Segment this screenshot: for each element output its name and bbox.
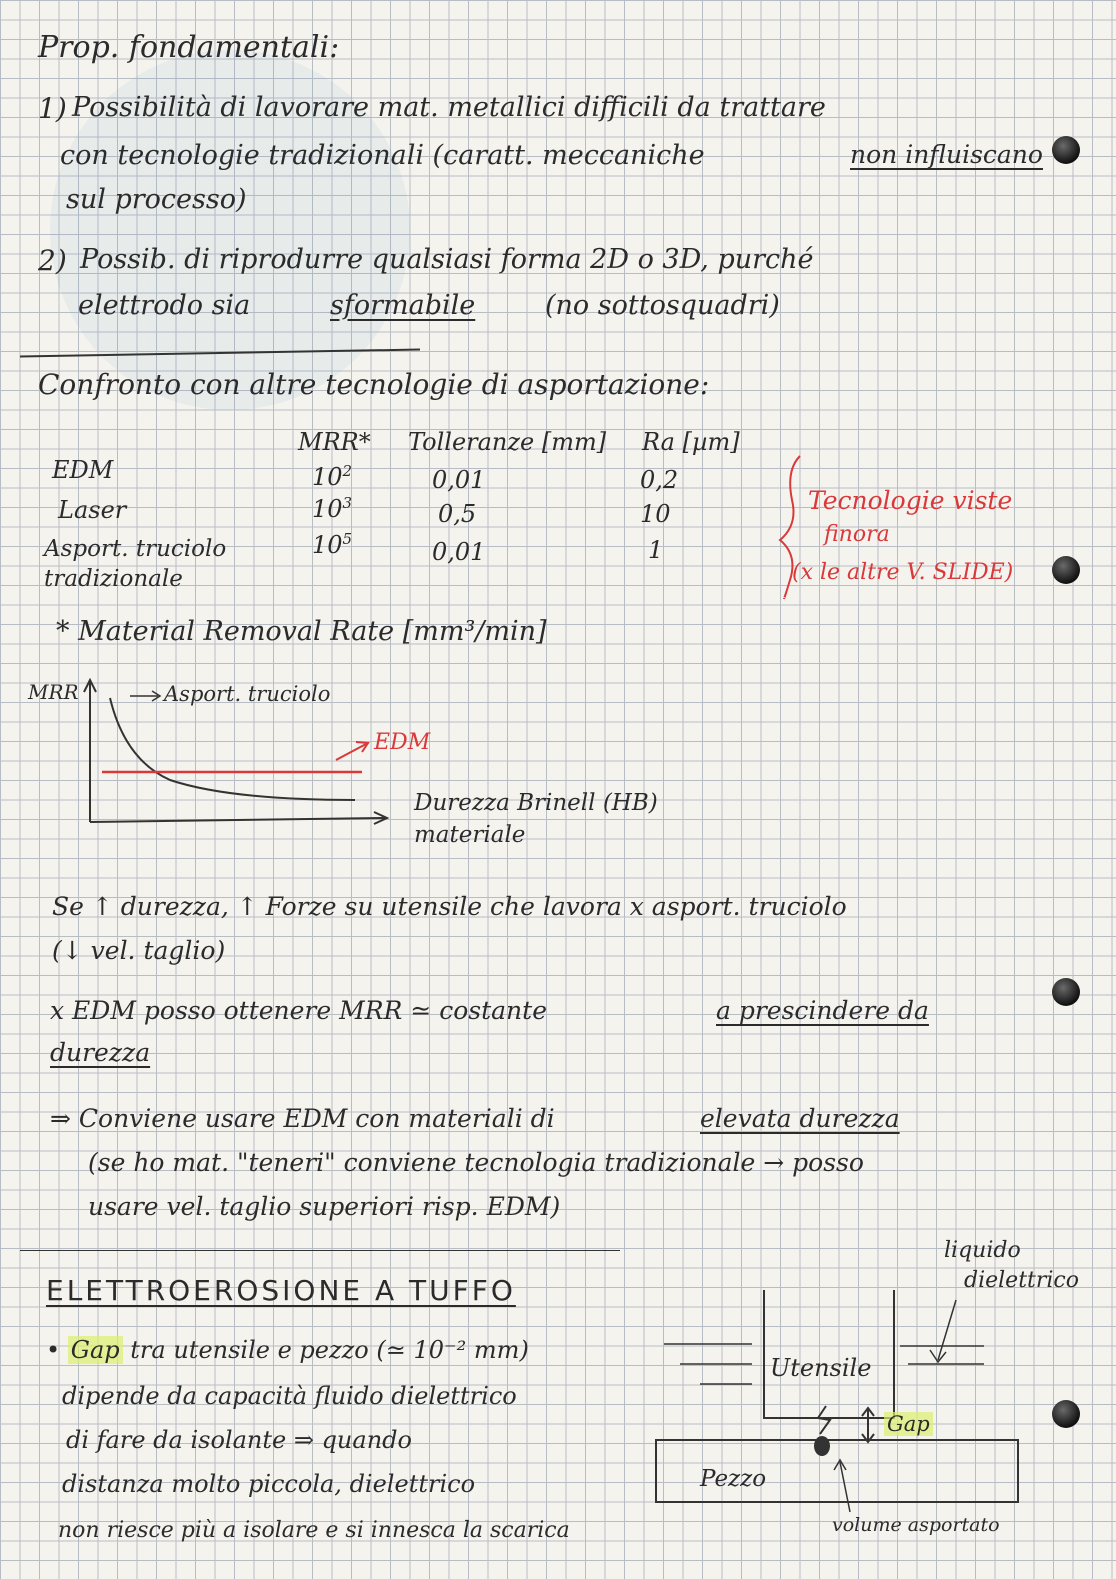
para2-line2: durezza (50, 1038, 151, 1067)
red-note-line3: (x le altre V. SLIDE) (792, 560, 1014, 585)
para1-line2: (↓ vel. taglio) (52, 936, 226, 965)
para1-line1: Se ↑ durezza, ↑ Forze su utensile che lavora x asport. truciolo (52, 892, 847, 921)
row-label-traditional-2: tradizionale (44, 566, 183, 592)
point1-line3: sul processo) (66, 184, 247, 215)
gap-word: Gap (68, 1336, 123, 1364)
graph-curve-label: Asport. truciolo (164, 682, 331, 706)
tol-traditional: 0,01 (432, 538, 486, 566)
gap-line4: distanza molto piccola, dielettrico (62, 1470, 476, 1498)
gap-line1-rest: tra utensile e pezzo (≃ 10⁻² mm) (130, 1336, 529, 1364)
diagram-liquid-label-2: dielettrico (964, 1268, 1079, 1293)
para3-line2: (se ho mat. "teneri" conviene tecnologia tradizionale → posso (88, 1148, 864, 1177)
diagram-tool-label: Utensile (770, 1354, 872, 1382)
ra-traditional: 1 (648, 536, 664, 564)
diagram-gap-label: Gap (884, 1412, 933, 1436)
para3-line1b: elevata durezza (700, 1104, 900, 1133)
red-note-line1: Tecnologie viste (808, 486, 1013, 515)
mrr-traditional: $10^5$ (312, 530, 353, 559)
section-title: ELETTROEROSIONE A TUFFO (46, 1274, 516, 1307)
tol-edm: 0,01 (432, 466, 486, 494)
bullet: • (46, 1336, 61, 1364)
para3-line1a: ⇒ Conviene usare EDM con materiali di (50, 1104, 555, 1133)
column-header-ra: Ra [µm] (642, 428, 740, 456)
diagram-piece-label: Pezzo (700, 1466, 767, 1492)
point1-line2b: non influiscano (850, 140, 1043, 169)
point2-line1: Possib. di riprodurre qualsiasi forma 2D o 3D, purché (80, 244, 814, 275)
mrr-laser: $10^3$ (312, 494, 353, 523)
graph-x-label-2: materiale (414, 822, 526, 848)
mrr-edm: $10^2$ (312, 462, 353, 491)
para2-line1b: a prescindere da (716, 996, 929, 1025)
row-label-laser: Laser (58, 496, 127, 524)
graph-edm-label: EDM (374, 730, 431, 755)
para2-line1a: x EDM posso ottenere MRR ≃ costante (50, 996, 547, 1025)
point2-line2a: elettrodo sia (78, 290, 251, 321)
heading: Prop. fondamentali: (38, 30, 340, 65)
graph-x-label-1: Durezza Brinell (HB) (414, 790, 658, 816)
comparison-title: Confronto con altre tecnologie di asportazione: (38, 368, 710, 401)
row-label-traditional: Asport. truciolo (44, 536, 227, 562)
ra-laser: 10 (640, 500, 671, 528)
gap-line5: non riesce più a isolare e si innesca la scarica (58, 1518, 570, 1543)
row-label-edm: EDM (52, 456, 114, 484)
point1-line1: Possibilità di lavorare mat. metallici difficili da trattare (72, 92, 826, 123)
gap-line3: di fare da isolante ⇒ quando (66, 1426, 412, 1454)
point2-line2c: (no sottosquadri) (545, 290, 780, 321)
column-header-tolerance: Tolleranze [mm] (408, 428, 607, 456)
gap-line2: dipende da capacità fluido dielettrico (62, 1382, 517, 1410)
red-note-line2: finora (824, 522, 890, 547)
ra-edm: 0,2 (640, 466, 679, 494)
para3-line3: usare vel. taglio superiori risp. EDM) (88, 1192, 561, 1221)
column-header-mrr: MRR* (298, 428, 371, 456)
tol-laser: 0,5 (438, 500, 477, 528)
diagram-liquid-label-1: liquido (944, 1238, 1021, 1263)
point2-number: 2) (38, 244, 67, 277)
footnote: * Material Removal Rate [mm³/min] (56, 616, 547, 647)
point2-line2b: sformabile (330, 290, 476, 321)
point1-line2a: con tecnologie tradizionali (caratt. meccaniche (60, 140, 705, 171)
graph-y-label: MRR (28, 680, 79, 704)
diagram-volume-label: volume asportato (832, 1514, 1000, 1536)
point1-number: 1) (38, 92, 67, 125)
